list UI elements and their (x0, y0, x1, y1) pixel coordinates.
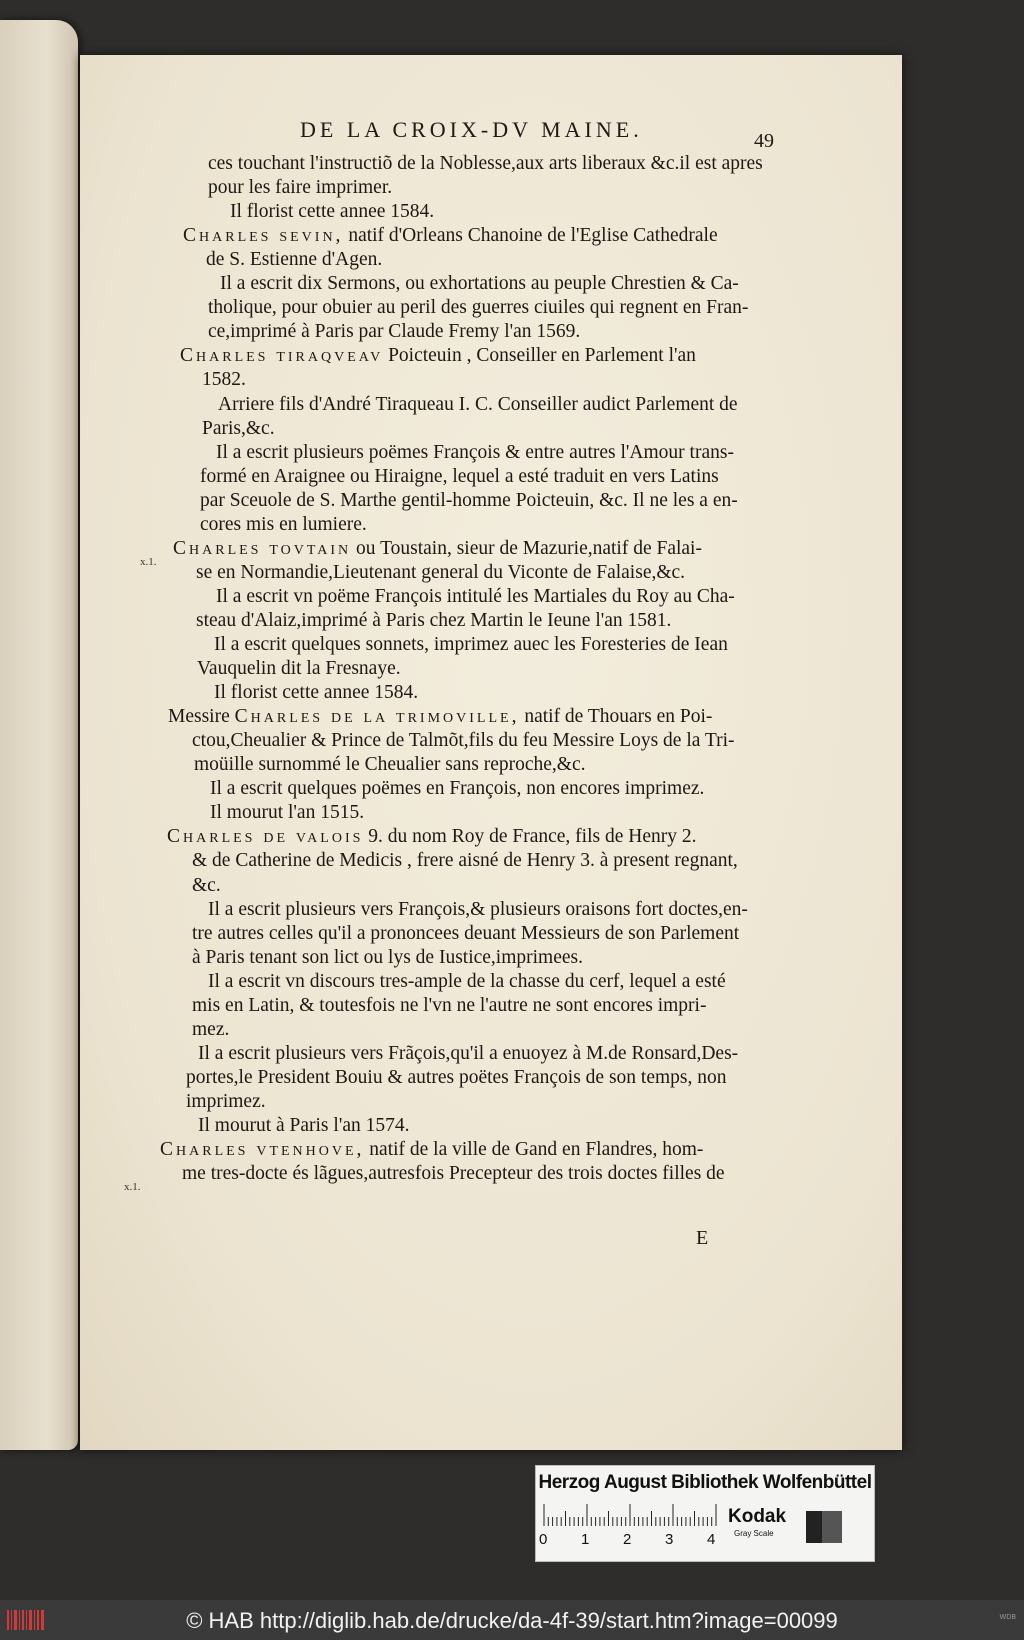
line-text: & de Catherine de Medicis , frere aisné de Henry 3. à present regnant, (192, 850, 738, 871)
line-text: Il a escrit plusieurs vers Frãçois,qu'il a enuoyez à M.de Ronsard,Des- (198, 1043, 739, 1064)
line-text: formé en Araignee ou Hiraigne, lequel a esté traduit en vers Latins (200, 466, 719, 487)
line-text: tholique, pour obuier au peril des guerres ciuiles qui regnent en Fran- (208, 297, 749, 318)
text-line (210, 801, 364, 825)
line-text: portes,le President Bouiu & autres poëtes François de son temps, non (186, 1067, 727, 1088)
footer-mark: WDB (999, 1614, 1016, 1621)
line-text: cores mis en lumiere. (200, 514, 367, 535)
text-line (216, 441, 734, 465)
margin-mark: x.1. (124, 1181, 141, 1193)
line-text: Il mourut l'an 1515. (210, 802, 365, 823)
line-text: se en Normandie,Lieutenant general du Viconte de Falaise,&c. (196, 562, 686, 583)
line-text: &c. (192, 875, 221, 896)
line-text: à Paris tenant son lict ou lys de Iustice,imprimees. (192, 947, 583, 968)
text-line (192, 922, 739, 946)
text-line (186, 1066, 727, 1090)
text-line (198, 1114, 409, 1138)
card-title: Herzog August Bibliothek Wolfenbüttel (538, 1472, 872, 1493)
line-text: tre autres celles qu'il a prononcees deuant Messieurs de son Parlement (192, 923, 740, 944)
text-line (183, 224, 718, 248)
line-text: ces touchant l'instructiõ de la Noblesse,aux arts liberaux &c.il est apres (208, 153, 763, 174)
text-line (192, 729, 735, 753)
line-text: ce,imprimé à Paris par Claude Fremy l'an 1569. (208, 321, 581, 342)
line-text: ctou,Cheualier & Prince de Talmõt,fils du feu Messire Loys de la Tri- (192, 730, 735, 751)
text-line (200, 513, 367, 537)
text-line (220, 272, 739, 296)
ruler-scale (539, 1531, 719, 1551)
line-text: mis en Latin, & toutesfois ne l'vn ne l'autre ne sont encores impri- (192, 995, 707, 1016)
text-line (200, 465, 719, 489)
line-text: Il a escrit plusieurs vers François,& plusieurs oraisons fort doctes,en- (208, 899, 748, 920)
line-text: Il florist cette annee 1584. (214, 682, 419, 703)
line-text: de S. Estienne d'Agen. (206, 249, 383, 270)
line-text: Arriere fils d'André Tiraqueau I. C. Conseiller audict Parlement de (218, 394, 738, 415)
text-line (180, 344, 696, 368)
text-line (208, 176, 392, 200)
scale-number: 4 (707, 1531, 716, 1548)
text-line (202, 417, 275, 441)
author-name: Charles de la trimoville, (234, 706, 520, 727)
text-line (200, 489, 738, 513)
scale-number: 2 (623, 1531, 632, 1548)
text-line (196, 609, 671, 633)
line-text: imprimez. (186, 1091, 266, 1112)
text-line (218, 393, 738, 417)
line-text: Paris,&c. (202, 418, 275, 439)
text-line (182, 1162, 725, 1186)
ruler-icon (542, 1504, 720, 1526)
line-text: Vauquelin dit la Fresnaye. (197, 658, 401, 679)
scale-number: 0 (539, 1531, 548, 1548)
text-line (197, 657, 401, 681)
text-line (208, 152, 763, 176)
scale-number: 3 (665, 1531, 674, 1548)
line-text: pour les faire imprimer. (208, 177, 393, 198)
line-text: natif d'Orleans Chanoine de l'Eglise Cathedrale (343, 225, 718, 246)
line-text: Il a escrit quelques sonnets, imprimez auec les Foresteries de Iean (214, 634, 728, 655)
text-line (206, 248, 382, 272)
line-text: ou Toustain, sieur de Mazurie,natif de Falai- (351, 538, 702, 559)
text-line (192, 994, 706, 1018)
line-text: moüille surnommé le Cheualier sans reproche,&c. (194, 754, 586, 775)
text-line (192, 1018, 229, 1042)
text-line (192, 946, 583, 970)
running-head: DE LA CROIX-DV MAINE. (300, 117, 643, 142)
catchword: E (696, 1227, 709, 1249)
author-name: Charles tovtain (173, 538, 352, 559)
author-name: Charles vtenhove, (160, 1139, 365, 1160)
text-line (208, 970, 726, 994)
line-text: Poicteuin , Conseiller en Parlement l'an (383, 345, 696, 366)
text-line (186, 1090, 266, 1114)
text-line (198, 1042, 738, 1066)
text-line (230, 200, 434, 224)
line-text: Il florist cette annee 1584. (230, 201, 435, 222)
text-line (208, 898, 748, 922)
author-name: Charles sevin, (183, 225, 344, 246)
line-text: par Sceuole de S. Marthe gentil-homme Poicteuin, &c. Il ne les a en- (200, 490, 738, 511)
color-calibration-card (535, 1465, 875, 1562)
author-name: Charles tiraqveav (180, 345, 384, 366)
folio-number: 49 (754, 130, 774, 152)
margin-mark: x.1. (140, 556, 157, 568)
text-line (214, 633, 728, 657)
text-line (216, 585, 735, 609)
text-line (160, 1138, 703, 1162)
gray-patch (806, 1511, 842, 1543)
line-text: steau d'Alaiz,imprimé à Paris chez Martin le Ieune l'an 1581. (196, 610, 672, 631)
text-line (210, 777, 704, 801)
author-name: Charles de valois (167, 826, 364, 847)
text-line (208, 296, 748, 320)
text-line (214, 681, 418, 705)
line-text: Il mourut à Paris l'an 1574. (198, 1115, 410, 1136)
line-text: natif de Thouars en Poi- (519, 706, 713, 727)
scale-number: 1 (581, 1531, 590, 1548)
text-line (196, 561, 685, 585)
text-line (202, 368, 246, 392)
line-text: 9. du nom Roy de France, fils de Henry 2. (363, 826, 697, 847)
text-line (208, 320, 580, 344)
footer-bar (0, 1600, 1024, 1640)
gray-scale-label: Gray Scale (734, 1529, 774, 1538)
line-text: me tres-docte és lãgues,autresfois Precepteur des trois doctes filles de (182, 1163, 725, 1184)
line-text: Il a escrit dix Sermons, ou exhortations au peuple Chrestien & Ca- (220, 273, 739, 294)
text-line (192, 849, 738, 873)
line-text: Il a escrit vn poëme François intitulé les Martiales du Roy au Cha- (216, 586, 735, 607)
line-text: Il a escrit vn discours tres-ample de la chasse du cerf, lequel a esté (208, 971, 726, 992)
text-line (192, 874, 221, 898)
text-line (168, 705, 712, 729)
line-text: natif de la ville de Gand en Flandres, hom- (364, 1139, 704, 1160)
text-line (173, 537, 702, 561)
line-text: 1582. (202, 369, 246, 390)
text-line (167, 825, 696, 849)
line-prefix: Messire (168, 706, 235, 727)
copyright-link[interactable]: © HAB http://diglib.hab.de/drucke/da-4f-39/start.htm?image=00099 (186, 1608, 838, 1633)
text-line (194, 753, 586, 777)
line-text: Il a escrit quelques poëmes en François, non encores imprimez. (210, 778, 705, 799)
line-text: Il a escrit plusieurs poëmes François & entre autres l'Amour trans- (216, 442, 734, 463)
kodak-logo: Kodak (728, 1506, 787, 1527)
line-text: mez. (192, 1019, 230, 1040)
